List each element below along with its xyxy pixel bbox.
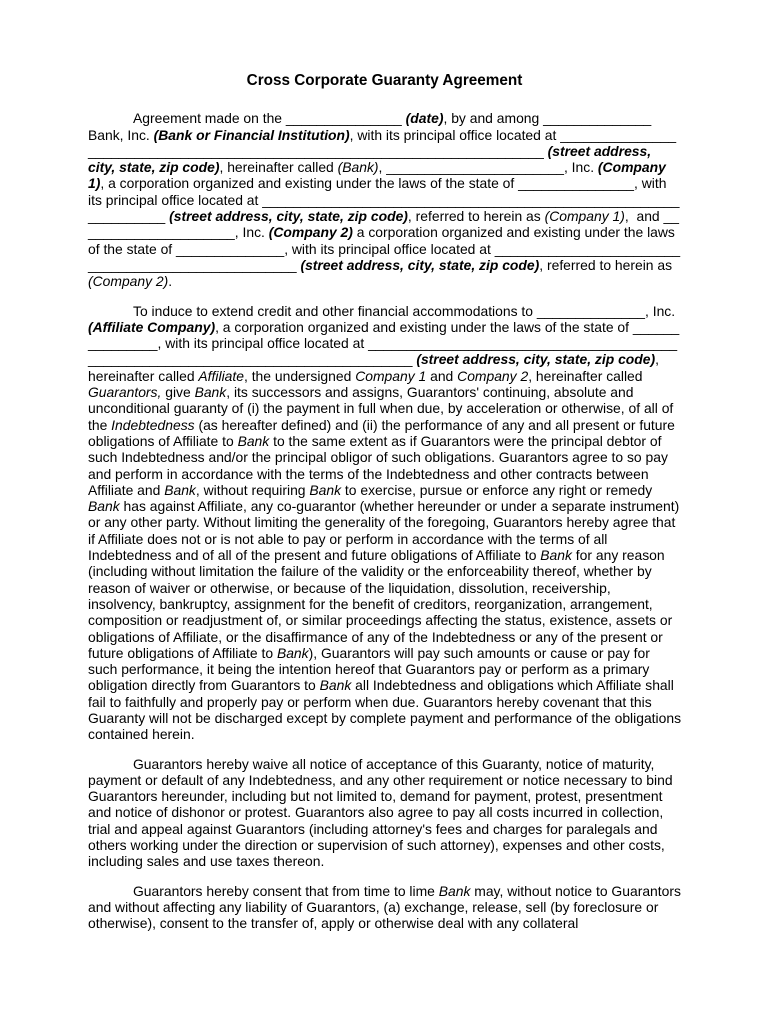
text-run: . <box>168 273 173 290</box>
text-run: , Inc. <box>645 302 676 319</box>
text-run: Bank <box>194 384 227 401</box>
fill-in-blank: __________________________________________________________________________ <box>88 126 677 159</box>
text-run: (street address, city, state, zip code) <box>300 256 540 273</box>
text-run: Company 1 <box>355 367 427 384</box>
text-run: Guarantors, <box>88 384 162 401</box>
document-title: Cross Corporate Guaranty Agreement <box>246 72 523 89</box>
text-run: , with its principal office located at <box>157 335 369 352</box>
fill-in-blank: ___________________________________________________ <box>88 240 681 273</box>
text-run: (street address, city, state, zip code) <box>88 142 652 176</box>
text-run: (as hereafter defined) and (ii) the performance of any and all present or future obligations of Affiliate to <box>88 416 675 449</box>
text-run: , a corporation organized and existing under the laws of the state of <box>100 175 519 192</box>
text-run: , hereinafter called <box>88 351 659 384</box>
text-run: Bank <box>309 481 342 498</box>
text-run: , hereinafter called <box>219 159 338 176</box>
fill-in-blank: __________________________________________________________________________________ <box>88 335 678 368</box>
text-run: , a corporation organized and existing under the laws of the state of <box>215 318 633 335</box>
text-run: , with its principal office located at <box>88 175 667 208</box>
text-run: Company 2 <box>457 367 529 384</box>
text-run: and <box>426 367 458 384</box>
text-run: all Indebtedness and obligations which Affiliate shall fail to faithfully and properly pay or perform when due. Guarantors hereby covenant that this Guaranty will not be discharged except by complete payment and performance of the obligations contained herein. <box>88 677 682 743</box>
fill-in-blank: _______________________ <box>386 159 564 176</box>
fill-in-blank: _______________ <box>285 110 402 127</box>
fill-in-blank: _______________ <box>518 175 635 192</box>
text-run: , its successors and assigns, Guarantors' continuing, absolute and unconditional guaranty of (i) the payment in full when due, by acceleration or otherwise, of all of the <box>88 384 674 433</box>
fill-in-blank: ______________ <box>176 240 285 257</box>
text-run: , hereinafter called <box>528 367 643 384</box>
text-run: , referred to herein as <box>539 256 673 273</box>
text-run: , Inc. <box>234 224 269 241</box>
text-run: , with its principal office located at <box>284 240 495 257</box>
fill-in-blank: _______________ <box>88 318 680 352</box>
text-run: Agreement made on the <box>133 110 286 127</box>
text-run: to the same extent as if Guarantors were the principal debtor of such Indebtedness and/or the principal obligor of such obligations. Guarantors agree to so pay and perform in accordance with the terms of the Indebtedness and other contracts between Affiliate and <box>88 432 668 498</box>
text-run: give <box>161 384 195 401</box>
text-run: has against Affiliate, any co-guarantor (whether hereunder or under a separate instrument) or any other party. Without limiting the generality of the foregoing, Guarantors hereby agree that if Affiliate does not or is not able to pay or perform in accordance with the terms of all Indebtedness and of all of the present and future obligations of Affiliate to <box>88 498 680 564</box>
fill-in-blank: ________________________________________________________________ <box>88 191 680 225</box>
text-run: , by and among <box>443 110 544 127</box>
text-run: To induce to extend credit and other financial accommodations to <box>133 302 537 319</box>
text-run: Bank <box>237 432 270 449</box>
text-run: , with its principal office located at <box>349 126 561 143</box>
text-run: Affiliate <box>198 367 244 384</box>
text-run: (Bank or Financial Institution) <box>153 126 350 143</box>
text-run: Bank <box>540 547 572 564</box>
fill-in-blank: ______________ <box>536 302 645 319</box>
text-run: Guarantors hereby consent that from time to lime <box>133 882 439 899</box>
paragraph-intro <box>88 110 681 289</box>
paragraph-guaranty <box>88 303 681 743</box>
text-run: Bank <box>276 644 309 661</box>
text-run: for any reason (including without limitation the failure of the validity or the enforceability thereof, whether by reason of waiver or otherwise, or because of the liquidation, dissolution, receivership, insolvency, bankruptcy, assignment for the benefit of creditors, reorganization, arrangement, composition or readjustment of, or similar proceedings affecting the status, existence, assets or obligations of Affiliate, or the disaffirmance of any of the Indebtedness or any of the present or future obligations of Affiliate to <box>88 547 673 661</box>
paragraph-consent <box>88 883 681 932</box>
text-run: Bank, Inc. <box>88 126 154 143</box>
text-run: Indebtedness <box>111 416 195 433</box>
text-run: (Company 1) <box>88 159 666 192</box>
text-run: (Affiliate Company) <box>88 318 216 335</box>
text-run: , referred to herein as <box>407 208 545 225</box>
text-run: (Bank) <box>337 159 379 176</box>
fill-in-blank: _____________________ <box>88 208 679 241</box>
text-run: , and <box>624 208 664 225</box>
text-run: a corporation organized and existing under the laws of the state of <box>88 224 675 257</box>
text-run: (street address, city, state, zip code) <box>416 351 656 368</box>
text-run: to exercise, pursue or enforce any right or remedy <box>341 481 653 498</box>
text-run: Bank <box>164 481 196 498</box>
fill-in-blank: ______________ <box>543 110 652 127</box>
text-run: Bank <box>88 498 120 515</box>
paragraph-waiver <box>88 756 681 870</box>
text-run: may, without notice to Guarantors and without affecting any liability of Guarantors, (a) exchange, release, sell (by foreclosure or otherwise), consent to the transfer of, apply or otherwise deal with any collateral <box>88 882 681 932</box>
text-run: Bank <box>438 882 471 899</box>
text-run: (Company 2) <box>268 224 353 241</box>
text-run: ), Guarantors will pay such amounts or cause or pay for such performance, it being the intention hereof that Guarantors pay or perform as a primary obligation directly from Guarantors to <box>88 644 650 694</box>
text-run: (Company 1) <box>544 208 625 225</box>
text-run: (date) <box>405 110 444 127</box>
text-run: Bank <box>319 677 352 694</box>
text-run: , without requiring <box>195 481 310 498</box>
text-run: Guarantors hereby waive all notice of acceptance of this Guaranty, notice of maturity, payment or default of any Indebtedness, and any other requirement or notice necessary to bind Guarantors hereunder, including but not limited to, demand for payment, protest, presentment and notice of dishonor or protest. Guarantors also agree to pay all costs incurred in collection, trial and appeal against Guarantors (including attorney's fees and charges for paralegals and others working under the direction or supervision of such attorney), expenses and other costs, including sales and use taxes thereon. <box>88 755 673 870</box>
text-run: , Inc. <box>563 159 598 176</box>
text-run: (Company 2) <box>88 273 169 290</box>
text-run: , the undersigned <box>243 367 356 384</box>
text-run: (street address, city, state, zip code) <box>169 208 408 225</box>
text-run: , <box>378 159 387 176</box>
